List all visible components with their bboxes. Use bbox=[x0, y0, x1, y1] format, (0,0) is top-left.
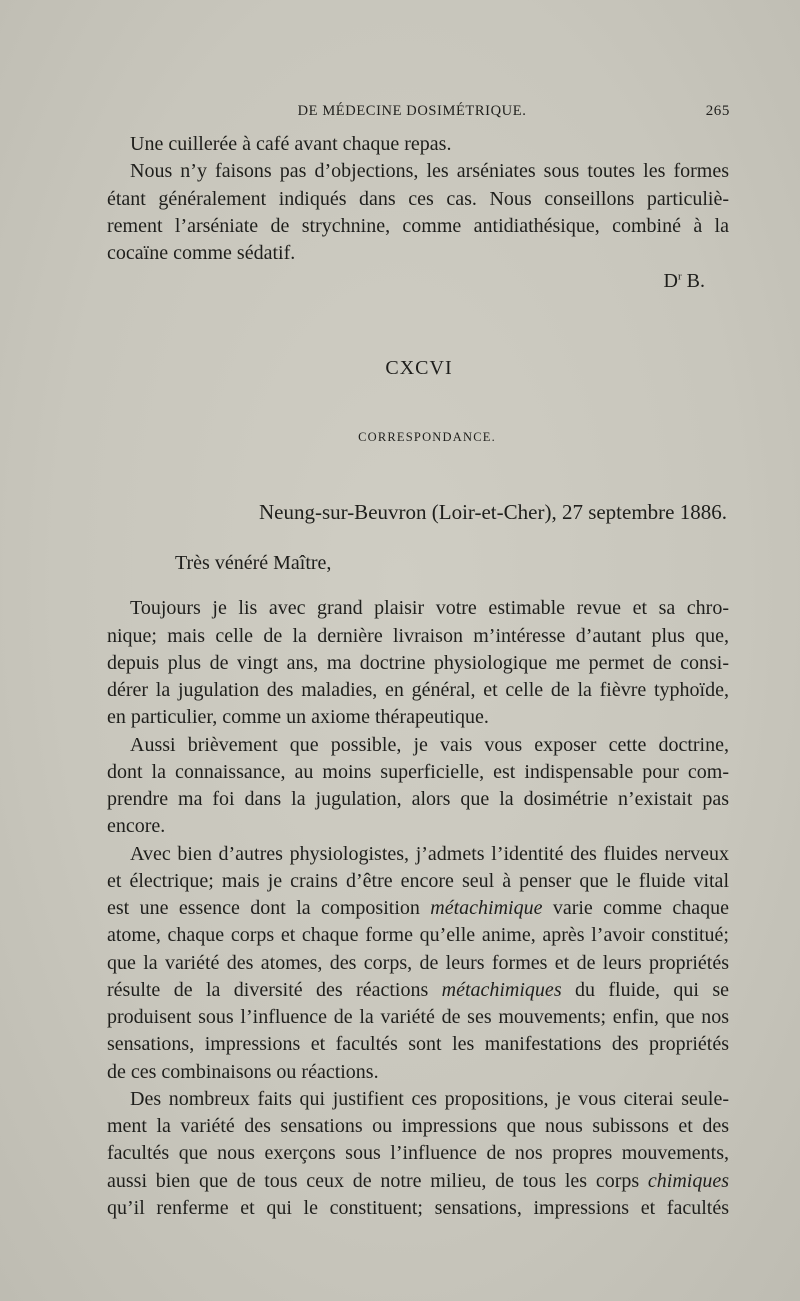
italic-term: chimiques bbox=[647, 1170, 730, 1192]
text-line: rement l’arséniate de strychnine, comme antidiathésique, combiné à la bbox=[107, 215, 729, 237]
signature-superscript: r bbox=[677, 270, 682, 283]
text-line: encore. bbox=[107, 815, 166, 837]
text-line: étant généralement indiqués dans ces cas. Nous conseillons particuliè- bbox=[107, 188, 729, 210]
text-line: Aussi brièvement que possible, je vais vous exposer cette doctrine, bbox=[130, 734, 729, 756]
text-line: Nous n’y faisons pas d’objections, les arséniates sous toutes les formes bbox=[130, 160, 729, 182]
italic-term: métachimique bbox=[430, 897, 543, 919]
text-line: dérer la jugulation des maladies, en général, et celle de la fièvre typhoïde, bbox=[107, 679, 729, 701]
text-segment: est une essence dont la composition bbox=[107, 897, 420, 919]
text-line: nique; mais celle de la dernière livraison m’intéresse d’autant plus que, bbox=[107, 625, 729, 647]
page-number: 265 bbox=[705, 103, 730, 119]
text-line: Toujours je lis avec grand plaisir votre estimable revue et sa chro- bbox=[130, 597, 729, 619]
letter-salutation: Très vénéré Maître, bbox=[175, 552, 332, 574]
text-line: ment la variété des sensations ou impressions que nous subissons et des bbox=[107, 1115, 729, 1137]
running-head bbox=[0, 103, 800, 127]
signature bbox=[0, 270, 705, 293]
text-line: Une cuillerée à café avant chaque repas. bbox=[130, 133, 452, 155]
section-title: CORRESPONDANCE. bbox=[358, 430, 496, 444]
text-line: que la variété des atomes, des corps, de leurs formes et de leurs propriétés bbox=[107, 952, 729, 974]
text-line: cocaïne comme sédatif. bbox=[107, 242, 296, 264]
signature-initial: D bbox=[663, 270, 678, 292]
text-line: en particulier, comme un axiome thérapeutique. bbox=[107, 706, 489, 728]
text-line bbox=[107, 895, 729, 922]
text-line: dont la connaissance, au moins superficielle, est indispensable pour com- bbox=[107, 761, 729, 783]
signature-rest: B. bbox=[681, 270, 705, 292]
text-line: de ces combinaisons ou réactions. bbox=[107, 1061, 379, 1083]
text-segment: du fluide, qui se bbox=[575, 979, 730, 1001]
letter-dateline: Neung-sur-Beuvron (Loir-et-Cher), 27 septembre 1886. bbox=[258, 500, 727, 524]
text-line: produisent sous l’influence de la variété de ses mouvements; enfin, que nos bbox=[107, 1006, 729, 1028]
text-line: Avec bien d’autres physiologistes, j’admets l’identité des fluides nerveux bbox=[130, 843, 729, 865]
text-line: et électrique; mais je crains d’être encore seul à penser que le fluide vital bbox=[107, 870, 729, 892]
text-line bbox=[107, 977, 729, 1004]
text-line bbox=[107, 1168, 729, 1195]
text-line: Des nombreux faits qui justifient ces propositions, je vous citerai seule- bbox=[130, 1088, 729, 1110]
text-line: sensations, impressions et facultés sont les manifestations des propriétés bbox=[107, 1033, 729, 1055]
section-number: CXCVI bbox=[385, 357, 453, 379]
text-line: qu’il renferme et qui le constituent; sensations, impressions et facultés bbox=[107, 1197, 729, 1219]
text-segment: résulte de la diversité des réactions bbox=[107, 979, 429, 1001]
text-segment: aussi bien que de tous ceux de notre milieu, de tous les corps bbox=[107, 1170, 640, 1192]
text-segment: varie comme chaque bbox=[552, 897, 730, 919]
text-line: depuis plus de vingt ans, ma doctrine physiologique me permet de consi- bbox=[107, 652, 729, 674]
text-line: atome, chaque corps et chaque forme qu’elle anime, après l’avoir constitué; bbox=[107, 924, 729, 946]
text-line: facultés que nous exerçons sous l’influence de nos propres mouvements, bbox=[107, 1142, 729, 1164]
text-line: prendre ma foi dans la jugulation, alors que la dosimétrie n’existait pas bbox=[107, 788, 729, 810]
italic-term: métachimiques bbox=[441, 979, 562, 1001]
running-head-title: DE MÉDECINE DOSIMÉTRIQUE. bbox=[297, 103, 527, 119]
